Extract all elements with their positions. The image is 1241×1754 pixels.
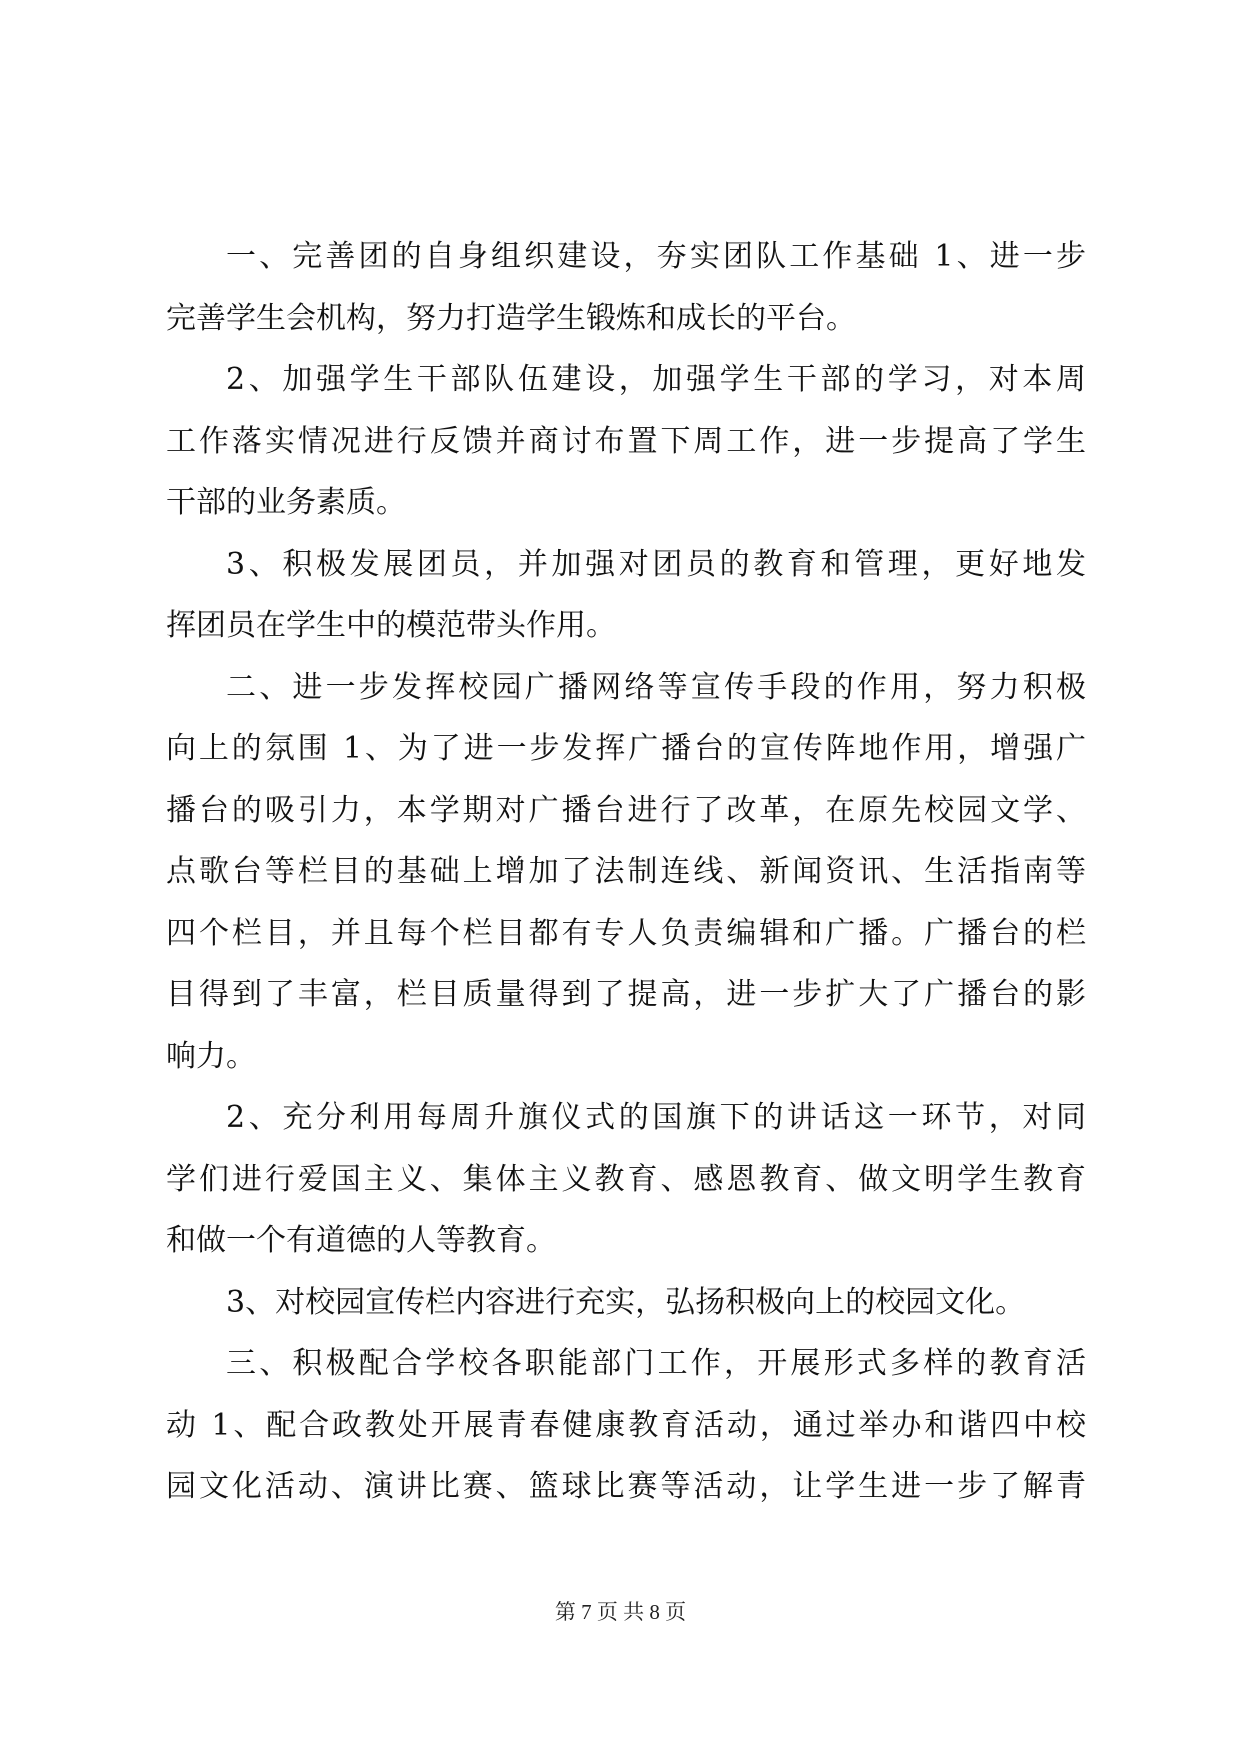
paragraph-line: 目得到了丰富，栏目质量得到了提高，进一步扩大了广播台的影 <box>166 977 1086 1012</box>
body-text <box>166 226 1086 1518</box>
paragraph-line: 挥团员在学生中的模范带头作用。 <box>166 608 616 643</box>
paragraph-line: 一、完善团的自身组织建设，夯实团队工作基础 1、进一步 <box>226 239 1086 274</box>
paragraph-line: 学们进行爱国主义、集体主义教育、感恩教育、做文明学生教育 <box>166 1161 1086 1197</box>
paragraph-line: 2、加强学生干部队伍建设，加强学生干部的学习，对本周 <box>226 362 1086 397</box>
paragraph-line: 响力。 <box>166 1038 256 1074</box>
paragraph-line: 三、积极配合学校各职能部门工作，开展形式多样的教育活 <box>226 1346 1086 1381</box>
paragraph-line: 完善学生会机构，努力打造学生锻炼和成长的平台。 <box>166 300 856 336</box>
paragraph-line: 3、积极发展团员，并加强对团员的教育和管理，更好地发 <box>226 546 1086 582</box>
paragraph-line: 和做一个有道德的人等教育。 <box>166 1223 556 1258</box>
paragraph-line: 干部的业务素质。 <box>166 485 406 520</box>
paragraph-line: 2、充分利用每周升旗仪式的国旗下的讲话这一环节，对同 <box>226 1100 1086 1135</box>
paragraph-line: 3、对校园宣传栏内容进行充实，弘扬积极向上的校园文化。 <box>226 1284 1026 1320</box>
paragraph-line: 工作落实情况进行反馈并商讨布置下周工作，进一步提高了学生 <box>166 423 1086 459</box>
paragraph-line: 动 1、配合政教处开展青春健康教育活动，通过举办和谐四中校 <box>166 1407 1086 1443</box>
paragraph-line: 播台的吸引力，本学期对广播台进行了改革，在原先校园文学、 <box>166 792 1086 828</box>
page-number-footer: 第 7 页 共 8 页 <box>554 1600 687 1624</box>
paragraph-line: 点歌台等栏目的基础上增加了法制连线、新闻资讯、生活指南等 <box>166 854 1086 889</box>
paragraph-line: 二、进一步发挥校园广播网络等宣传手段的作用，努力积极 <box>226 669 1086 705</box>
paragraph-line: 向上的氛围 1、为了进一步发挥广播台的宣传阵地作用，增强广 <box>166 731 1086 766</box>
paragraph-line: 四个栏目，并且每个栏目都有专人负责编辑和广播。广播台的栏 <box>166 915 1086 951</box>
paragraph-line: 园文化活动、演讲比赛、篮球比赛等活动，让学生进一步了解青 <box>166 1469 1086 1504</box>
